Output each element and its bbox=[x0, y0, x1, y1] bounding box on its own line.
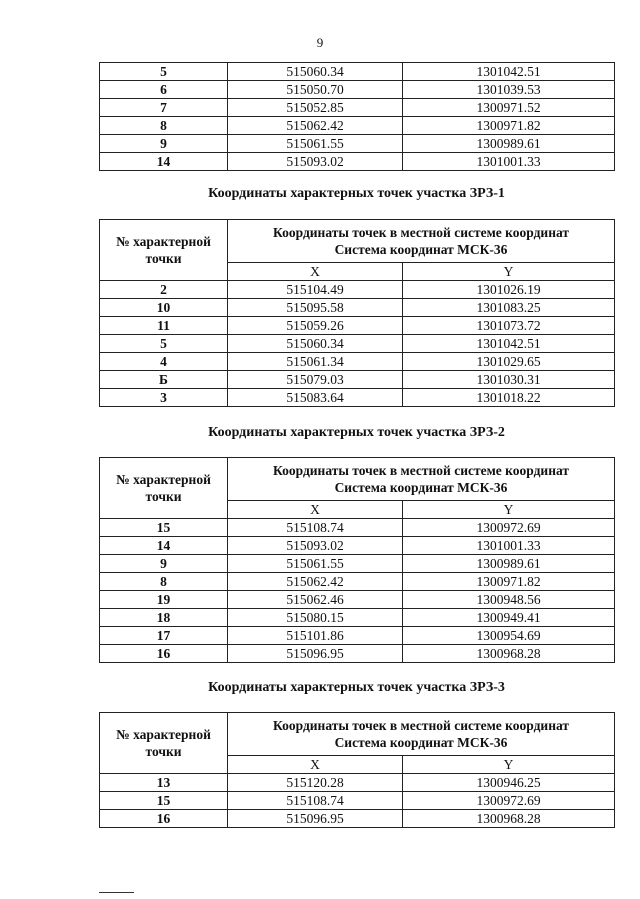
point-number-cell: 14 bbox=[100, 153, 228, 171]
table-row bbox=[100, 537, 615, 555]
x-coordinate-cell: 515096.95 bbox=[228, 645, 403, 663]
coordinates-column-header bbox=[228, 713, 615, 756]
x-coordinate-cell: 515108.74 bbox=[228, 792, 403, 810]
y-coordinate-cell: 1300971.52 bbox=[403, 99, 615, 117]
table-row bbox=[100, 335, 615, 353]
x-column-header: X bbox=[228, 263, 403, 281]
page-number: 9 bbox=[316, 35, 324, 50]
section-heading-zrz-2: Координаты характерных точек участка ЗРЗ-2 bbox=[208, 425, 505, 440]
point-number-cell: 8 bbox=[100, 117, 228, 135]
point-number-cell: 15 bbox=[100, 792, 228, 810]
table-row bbox=[100, 591, 615, 609]
section-heading-zrz-1: Координаты характерных точек участка ЗРЗ-1 bbox=[208, 186, 505, 201]
point-number-cell: 18 bbox=[100, 609, 228, 627]
point-number-cell: Б bbox=[100, 371, 228, 389]
x-coordinate-cell: 515104.49 bbox=[228, 281, 403, 299]
x-coordinate-cell: 515095.58 bbox=[228, 299, 403, 317]
x-coordinate-cell: 515108.74 bbox=[228, 519, 403, 537]
x-coordinate-cell: 515079.03 bbox=[228, 371, 403, 389]
table-row bbox=[100, 353, 615, 371]
x-coordinate-cell: 515062.46 bbox=[228, 591, 403, 609]
table-row bbox=[100, 299, 615, 317]
y-coordinate-cell: 1300989.61 bbox=[403, 135, 615, 153]
x-coordinate-cell: 515060.34 bbox=[228, 63, 403, 81]
x-coordinate-cell: 515080.15 bbox=[228, 609, 403, 627]
table-row bbox=[100, 774, 615, 792]
point-number-cell: 14 bbox=[100, 537, 228, 555]
table-row bbox=[100, 63, 615, 81]
table-row bbox=[100, 153, 615, 171]
x-coordinate-cell: 515061.55 bbox=[228, 555, 403, 573]
y-coordinate-cell: 1301026.19 bbox=[403, 281, 615, 299]
coordinates-header-line-1: Координаты точек в местной системе координат bbox=[273, 225, 570, 240]
y-coordinate-cell: 1301042.51 bbox=[403, 63, 615, 81]
continuation-table-body bbox=[100, 63, 615, 171]
point-number-cell: 4 bbox=[100, 353, 228, 371]
coordinates-header-line-1: Координаты точек в местной системе координат bbox=[273, 463, 570, 478]
x-coordinate-cell: 515120.28 bbox=[228, 774, 403, 792]
y-coordinate-cell: 1301029.65 bbox=[403, 353, 615, 371]
table-row bbox=[100, 609, 615, 627]
y-coordinate-cell: 1301030.31 bbox=[403, 371, 615, 389]
y-coordinate-cell: 1301018.22 bbox=[403, 389, 615, 407]
y-coordinate-cell: 1300948.56 bbox=[403, 591, 615, 609]
point-number-cell: 13 bbox=[100, 774, 228, 792]
y-coordinate-cell: 1300949.41 bbox=[403, 609, 615, 627]
table-row bbox=[100, 81, 615, 99]
point-number-cell: 5 bbox=[100, 63, 228, 81]
x-coordinate-cell: 515062.42 bbox=[228, 573, 403, 591]
y-coordinate-cell: 1300971.82 bbox=[403, 573, 615, 591]
x-coordinate-cell: 515093.02 bbox=[228, 153, 403, 171]
coordinates-header-line-1: Координаты точек в местной системе координат bbox=[273, 718, 570, 733]
point-number-column-header: № характерной точки bbox=[100, 458, 228, 519]
point-number-cell: 2 bbox=[100, 281, 228, 299]
x-coordinate-cell: 515061.34 bbox=[228, 353, 403, 371]
point-number-cell: 11 bbox=[100, 317, 228, 335]
x-coordinate-cell: 515093.02 bbox=[228, 537, 403, 555]
y-column-header: Y bbox=[403, 263, 615, 281]
point-number-column-header: № характерной точки bbox=[100, 713, 228, 774]
point-number-cell: 17 bbox=[100, 627, 228, 645]
coordinates-column-header bbox=[228, 458, 615, 501]
y-coordinate-cell: 1301073.72 bbox=[403, 317, 615, 335]
point-number-cell: 15 bbox=[100, 519, 228, 537]
point-number-cell: 19 bbox=[100, 591, 228, 609]
point-number-cell: 9 bbox=[100, 555, 228, 573]
y-coordinate-cell: 1301039.53 bbox=[403, 81, 615, 99]
y-coordinate-cell: 1300968.28 bbox=[403, 645, 615, 663]
table-row bbox=[100, 281, 615, 299]
y-coordinate-cell: 1301001.33 bbox=[403, 153, 615, 171]
x-coordinate-cell: 515062.42 bbox=[228, 117, 403, 135]
point-number-cell: 7 bbox=[100, 99, 228, 117]
point-number-cell: 3 bbox=[100, 389, 228, 407]
x-coordinate-cell: 515059.26 bbox=[228, 317, 403, 335]
section-heading-zrz-3: Координаты характерных точек участка ЗРЗ-3 bbox=[208, 680, 505, 695]
point-number-cell: 5 bbox=[100, 335, 228, 353]
coordinates-header-line-2: Система координат МСК-36 bbox=[334, 735, 508, 750]
table-row bbox=[100, 810, 615, 828]
y-coordinate-cell: 1300972.69 bbox=[403, 792, 615, 810]
table-row bbox=[100, 792, 615, 810]
continuation-coordinates-table bbox=[99, 62, 615, 171]
y-coordinate-cell: 1301001.33 bbox=[403, 537, 615, 555]
coordinates-header-line-2: Система координат МСК-36 bbox=[334, 480, 508, 495]
point-number-cell: 10 bbox=[100, 299, 228, 317]
y-coordinate-cell: 1300954.69 bbox=[403, 627, 615, 645]
point-number-cell: 16 bbox=[100, 810, 228, 828]
x-column-header: X bbox=[228, 756, 403, 774]
y-column-header: Y bbox=[403, 501, 615, 519]
table-row bbox=[100, 519, 615, 537]
y-coordinate-cell: 1300968.28 bbox=[403, 810, 615, 828]
table-row bbox=[100, 627, 615, 645]
table-row bbox=[100, 135, 615, 153]
table-row bbox=[100, 573, 615, 591]
coordinates-table-zrz-1 bbox=[99, 219, 615, 407]
table-header-row bbox=[100, 713, 615, 756]
point-number-cell: 6 bbox=[100, 81, 228, 99]
coordinates-header-line-2: Система координат МСК-36 bbox=[334, 242, 508, 257]
x-coordinate-cell: 515061.55 bbox=[228, 135, 403, 153]
table-row bbox=[100, 371, 615, 389]
y-coordinate-cell: 1300946.25 bbox=[403, 774, 615, 792]
point-number-cell: 16 bbox=[100, 645, 228, 663]
x-coordinate-cell: 515096.95 bbox=[228, 810, 403, 828]
y-coordinate-cell: 1301042.51 bbox=[403, 335, 615, 353]
x-coordinate-cell: 515050.70 bbox=[228, 81, 403, 99]
y-coordinate-cell: 1300972.69 bbox=[403, 519, 615, 537]
point-number-cell: 8 bbox=[100, 573, 228, 591]
table-row bbox=[100, 99, 615, 117]
table-row bbox=[100, 117, 615, 135]
x-coordinate-cell: 515083.64 bbox=[228, 389, 403, 407]
table-row bbox=[100, 645, 615, 663]
point-number-cell: 9 bbox=[100, 135, 228, 153]
table-row bbox=[100, 389, 615, 407]
table-row bbox=[100, 555, 615, 573]
coordinates-column-header bbox=[228, 220, 615, 263]
x-coordinate-cell: 515052.85 bbox=[228, 99, 403, 117]
point-number-column-header: № характерной точки bbox=[100, 220, 228, 281]
table-header-row bbox=[100, 458, 615, 501]
y-coordinate-cell: 1300971.82 bbox=[403, 117, 615, 135]
x-coordinate-cell: 515060.34 bbox=[228, 335, 403, 353]
y-column-header: Y bbox=[403, 756, 615, 774]
table-header-row bbox=[100, 220, 615, 263]
footnote-separator-line bbox=[99, 892, 134, 893]
x-coordinate-cell: 515101.86 bbox=[228, 627, 403, 645]
y-coordinate-cell: 1301083.25 bbox=[403, 299, 615, 317]
x-column-header: X bbox=[228, 501, 403, 519]
coordinates-table-zrz-3 bbox=[99, 712, 615, 828]
y-coordinate-cell: 1300989.61 bbox=[403, 555, 615, 573]
coordinates-table-zrz-2 bbox=[99, 457, 615, 663]
table-row bbox=[100, 317, 615, 335]
